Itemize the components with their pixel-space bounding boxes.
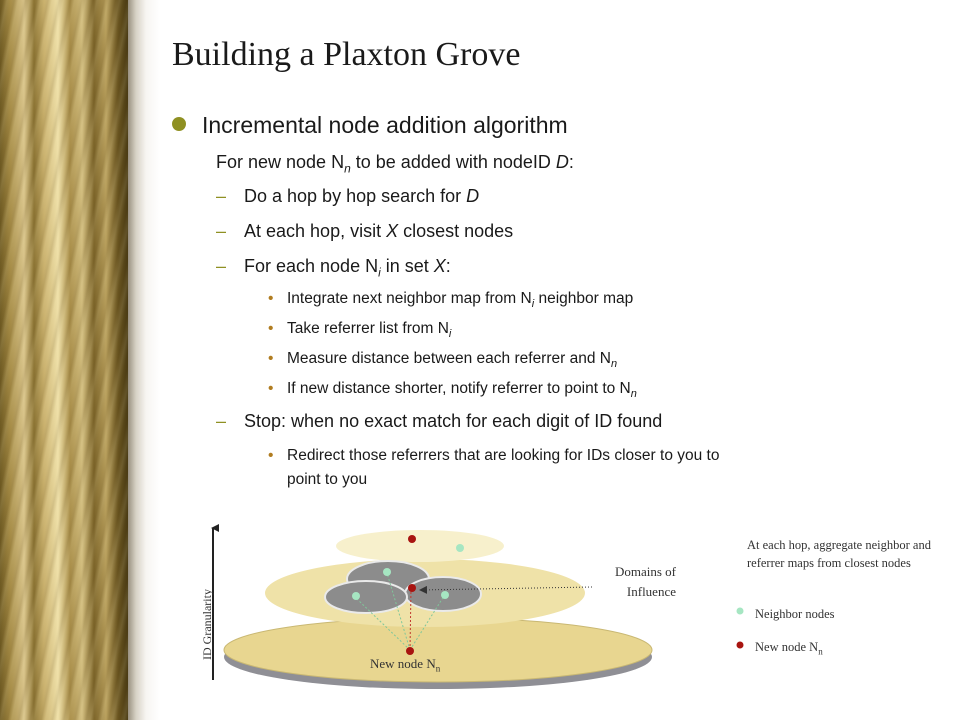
dash-icon: – (216, 186, 227, 206)
redirect-line1: Redirect those referrers that are looking for IDs closer to you to (287, 447, 720, 464)
bullet-icon: • (268, 290, 274, 307)
substep-post: neighbor map (534, 290, 634, 307)
step-italic: X (433, 256, 446, 276)
substep-sub: n (610, 358, 618, 371)
axis-label: ID Granularity (200, 589, 214, 660)
substep-pre: Take referrer list from N (287, 320, 449, 337)
step-text: Do a hop by hop search for (244, 186, 467, 206)
domains-label-line1: Domains of (614, 564, 676, 579)
neighbor-node-dot (456, 544, 464, 552)
step-after: closest nodes (398, 221, 514, 241)
intro-prefix: For new node N (216, 152, 345, 172)
dash-icon: – (216, 221, 227, 241)
domains-label-line2: Influence (626, 584, 676, 599)
redirect-continuation: point to you (287, 471, 368, 488)
intro-mid: to be added with nodeID (350, 152, 556, 172)
step-end: : (445, 256, 451, 276)
substep-pre: Measure distance between each referrer and N (287, 350, 611, 367)
neighbor-node-dot (441, 591, 449, 599)
new-node-label-text: New node N (370, 656, 436, 671)
legend-new-node-dot (737, 642, 744, 649)
step-italic: D (466, 186, 480, 206)
step-after: in set (380, 256, 434, 276)
new-node-label-sub: n (435, 663, 441, 674)
intro-sub: n (344, 161, 351, 176)
bullet-icon: • (268, 380, 274, 397)
step-sub: i (378, 265, 381, 280)
new-node-label (370, 656, 440, 674)
new-node-dot (408, 535, 416, 543)
intro-italic: D (555, 152, 569, 172)
legend-neighbor-dot (737, 608, 744, 615)
bullet-icon: • (268, 447, 274, 464)
top-disk (336, 530, 504, 562)
substep-pre: Integrate next neighbor map from N (287, 290, 532, 307)
bullet-icon: • (268, 320, 274, 337)
step-text: For each node N (244, 256, 379, 276)
substep-pre: If new distance shorter, notify referrer to point to N (287, 380, 631, 397)
step-italic: X (386, 221, 399, 241)
substep-sub: n (630, 388, 637, 401)
new-node-dot (406, 647, 414, 655)
legend-neighbor: Neighbor nodes (755, 607, 835, 621)
substep-sub: i (531, 298, 535, 311)
neighbor-node-dot (383, 568, 391, 576)
domains-label (598, 562, 676, 602)
slide-title: Building a Plaxton Grove (172, 36, 521, 73)
stop-text: Stop: when no exact match for each digit of ID found (244, 411, 663, 431)
substep-sub: i (448, 328, 452, 341)
legend-new-node-sub: n (818, 646, 823, 657)
neighbor-node-dot (352, 592, 360, 600)
dash-icon: – (216, 411, 227, 431)
step-text: At each hop, visit (244, 221, 387, 241)
new-node-dot (408, 584, 416, 592)
aggregate-note: At each hop, aggregate neighbor and referrer maps from closest nodes (747, 538, 931, 570)
bullet-icon: • (268, 350, 274, 367)
legend-new-node-text: New node N (755, 640, 819, 654)
intro-suffix: : (568, 152, 574, 172)
legend-new-node (755, 640, 823, 657)
dash-icon: – (216, 256, 227, 276)
main-bullet-text: Incremental node addition algorithm (202, 112, 568, 138)
